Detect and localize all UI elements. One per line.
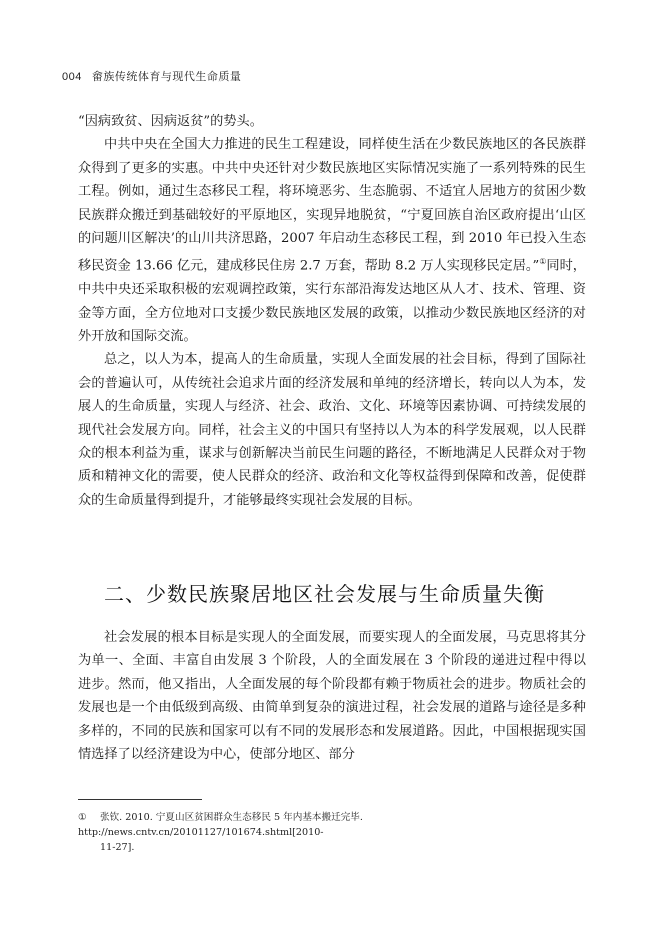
- body-text-bottom: [78, 626, 586, 766]
- running-header: [62, 68, 241, 84]
- book-title: 畲族传统体育与现代生命质量: [91, 70, 242, 83]
- section-heading: 二、少数民族聚居地区社会发展与生命质量失衡: [104, 582, 545, 606]
- footnote-text: 张钦. 2010. 宁夏山区贫困群众生态移民 5 年内基本搬迁完毕. http://news.cntv.cn/20101127/101674.shtml[2010-: [78, 812, 363, 838]
- body-text-top: [78, 110, 586, 512]
- paragraph: 总之，以人为本，提高人的生命质量，实现人全面发展的社会目标，得到了国际社会的普遍认可，从传统社会追求片面的经济发展和单纯的经济增长，转向以人为本，发展人的生命质量，实现人与经济、社会、政治、文化、环境等因素协调、可持续发展的现代社会发展方向。同样，社会主义的中国只有坚持以人为本的科学发展观，以人民群众的根本利益为重，谋求与创新解决当前民生问题的路径，不断地满足人民群众对于物质和精神文化的需要，使人民群众的经济、政治和文化等权益得到保障和改善，促使群众的生命质量得到提升，才能够最终实现社会发展的目标。: [78, 352, 586, 508]
- footnote-divider: [78, 799, 202, 800]
- paragraph-text: 中共中央在全国大力推进的民生工程建设，同样使生活在少数民族地区的各民族群众得到了更多的实惠。中共中央还针对少数民族地区实际情况实施了一系列特殊的民生工程。例如，通过生态移民工程，将环境恶劣、生态脆弱、不适宜人居地方的贫困少数民族群众搬迁到基础较好的平原地区，实现异地脱贫，“宁夏回族自治区政府提出‘山区的问题川区解决’的山川共济思路，2007 年启动生态移民工程，到 2010 年已投入生态移民资金 13.66 亿元，建成移民住房 2.7 万套，帮助 8.2 万人实现移民定居。”: [78, 137, 586, 274]
- paragraph-continuation: “因病致贫、因病返贫”的势头。: [78, 114, 263, 129]
- paragraph: [78, 133, 586, 348]
- footnote-text-continued: 11-27].: [100, 842, 135, 853]
- footnote: [78, 810, 588, 855]
- paragraph: 社会发展的根本目标是实现人的全面发展，而要实现人的全面发展，马克思将其分为单一、全面、丰富自由发展 3 个阶段，人的全面发展在 3 个阶段的递进过程中得以进步。然而，他又指出，人全面发展的每个阶段都有赖于物质社会的进步。物质社会的发展也是一个由低级到高级、由简单到复杂的演进过程，社会发展的道路与途径是多种多样的，不同的民族和国家可以有不同的发展形态和发展道路。因此，中国根据现实国情选择了以经济建设为中心，使部分地区、部分: [78, 630, 586, 763]
- footnote-mark: ①: [78, 812, 87, 823]
- paragraph-text: 同时，中共中央还采取积极的宏观调控政策，实行东部沿海发达地区从人才、技术、管理、资金等方面，全方位地对口支援少数民族地区发展的政策，以推动少数民族地区经济的对外开放和国际交流。: [78, 258, 586, 345]
- footnote-reference[interactable]: ①: [539, 257, 547, 267]
- page-number: 004: [62, 71, 82, 83]
